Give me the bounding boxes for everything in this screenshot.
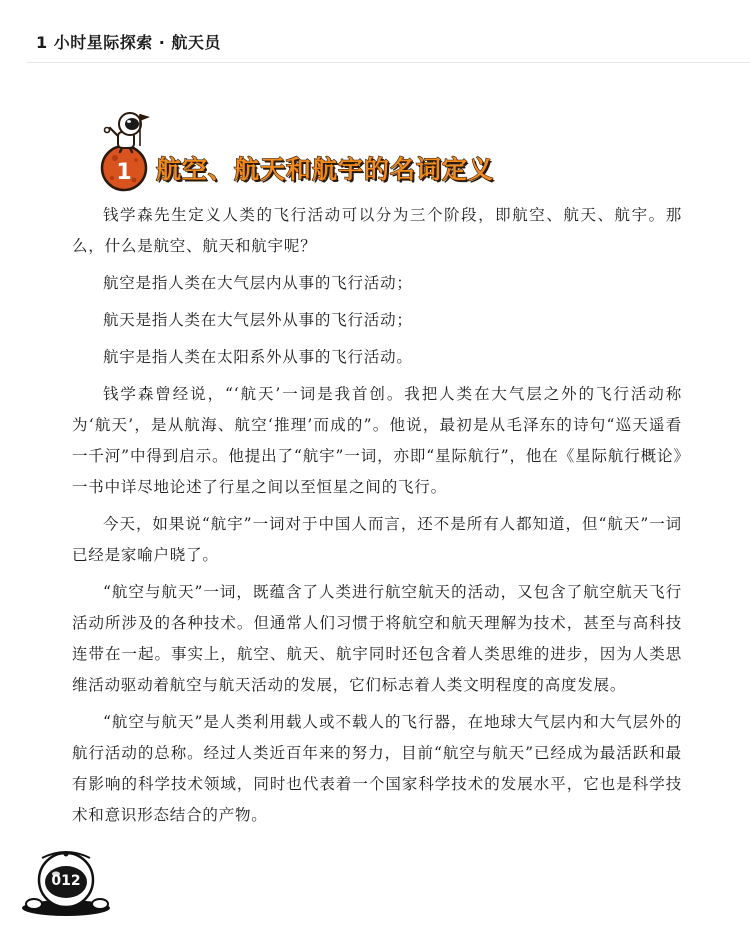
body-text [72, 200, 682, 837]
page-number: 012 [51, 873, 81, 889]
header-divider [26, 62, 750, 63]
paragraph: 钱学森曾经说，“‘航天’一词是我首创。我把人类在大气层之外的飞行活动称为‘航天’，是从航海、航空‘推理’而成的”。他说，最初是从毛泽东的诗句“巡天遥看一千河”中得到启示。他提出了“航宇”一词，亦即“星际航行”，他在《星际航行概论》一书中详尽地论述了行星之间以至恒星之间的飞行。 [72, 385, 682, 496]
paragraph: 今天，如果说“航宇”一词对于中国人而言，还不是所有人都知道，但“航天”一词已经是家喻户晓了。 [72, 515, 682, 564]
running-header: 1 小时星际探索 · 航天员 [36, 33, 221, 52]
paragraph: 航宇是指人类在太阳系外从事的飞行活动。 [103, 348, 413, 366]
paragraph: 钱学森先生定义人类的飞行活动可以分为三个阶段，即航空、航天、航宇。那么，什么是航空、航天和航宇呢？ [72, 206, 682, 255]
section-heading [96, 108, 496, 194]
paragraph: 航天是指人类在大气层外从事的飞行活动； [103, 311, 413, 329]
section-number: 1 [116, 160, 132, 185]
paragraph: “航空与航天”是人类利用载人或不载人的飞行器，在地球大气层内和大气层外的航行活动的总称。经过人类近百年来的努力，目前“航空与航天”已经成为最活跃和最有影响的科学技术领域，同时也代表着一个国家科学技术的发展水平，它也是科学技术和意识形态结合的产物。 [72, 713, 682, 824]
section-title: 航空、航天和航宇的名词定义 [156, 155, 495, 184]
paragraph: “航空与航天”一词，既蕴含了人类进行航空航天的活动，又包含了航空航天飞行活动所涉及的各种技术。但通常人们习惯于将航空和航天理解为技术，甚至与高科技连带在一起。事实上，航空、航天、航宇同时还包含着人类思维的进步，因为人类思维活动驱动着航空与航天活动的发展，它们标志着人类文明程度的高度发展。 [72, 583, 682, 694]
paragraph: 航空是指人类在大气层内从事的飞行活动； [103, 274, 413, 292]
